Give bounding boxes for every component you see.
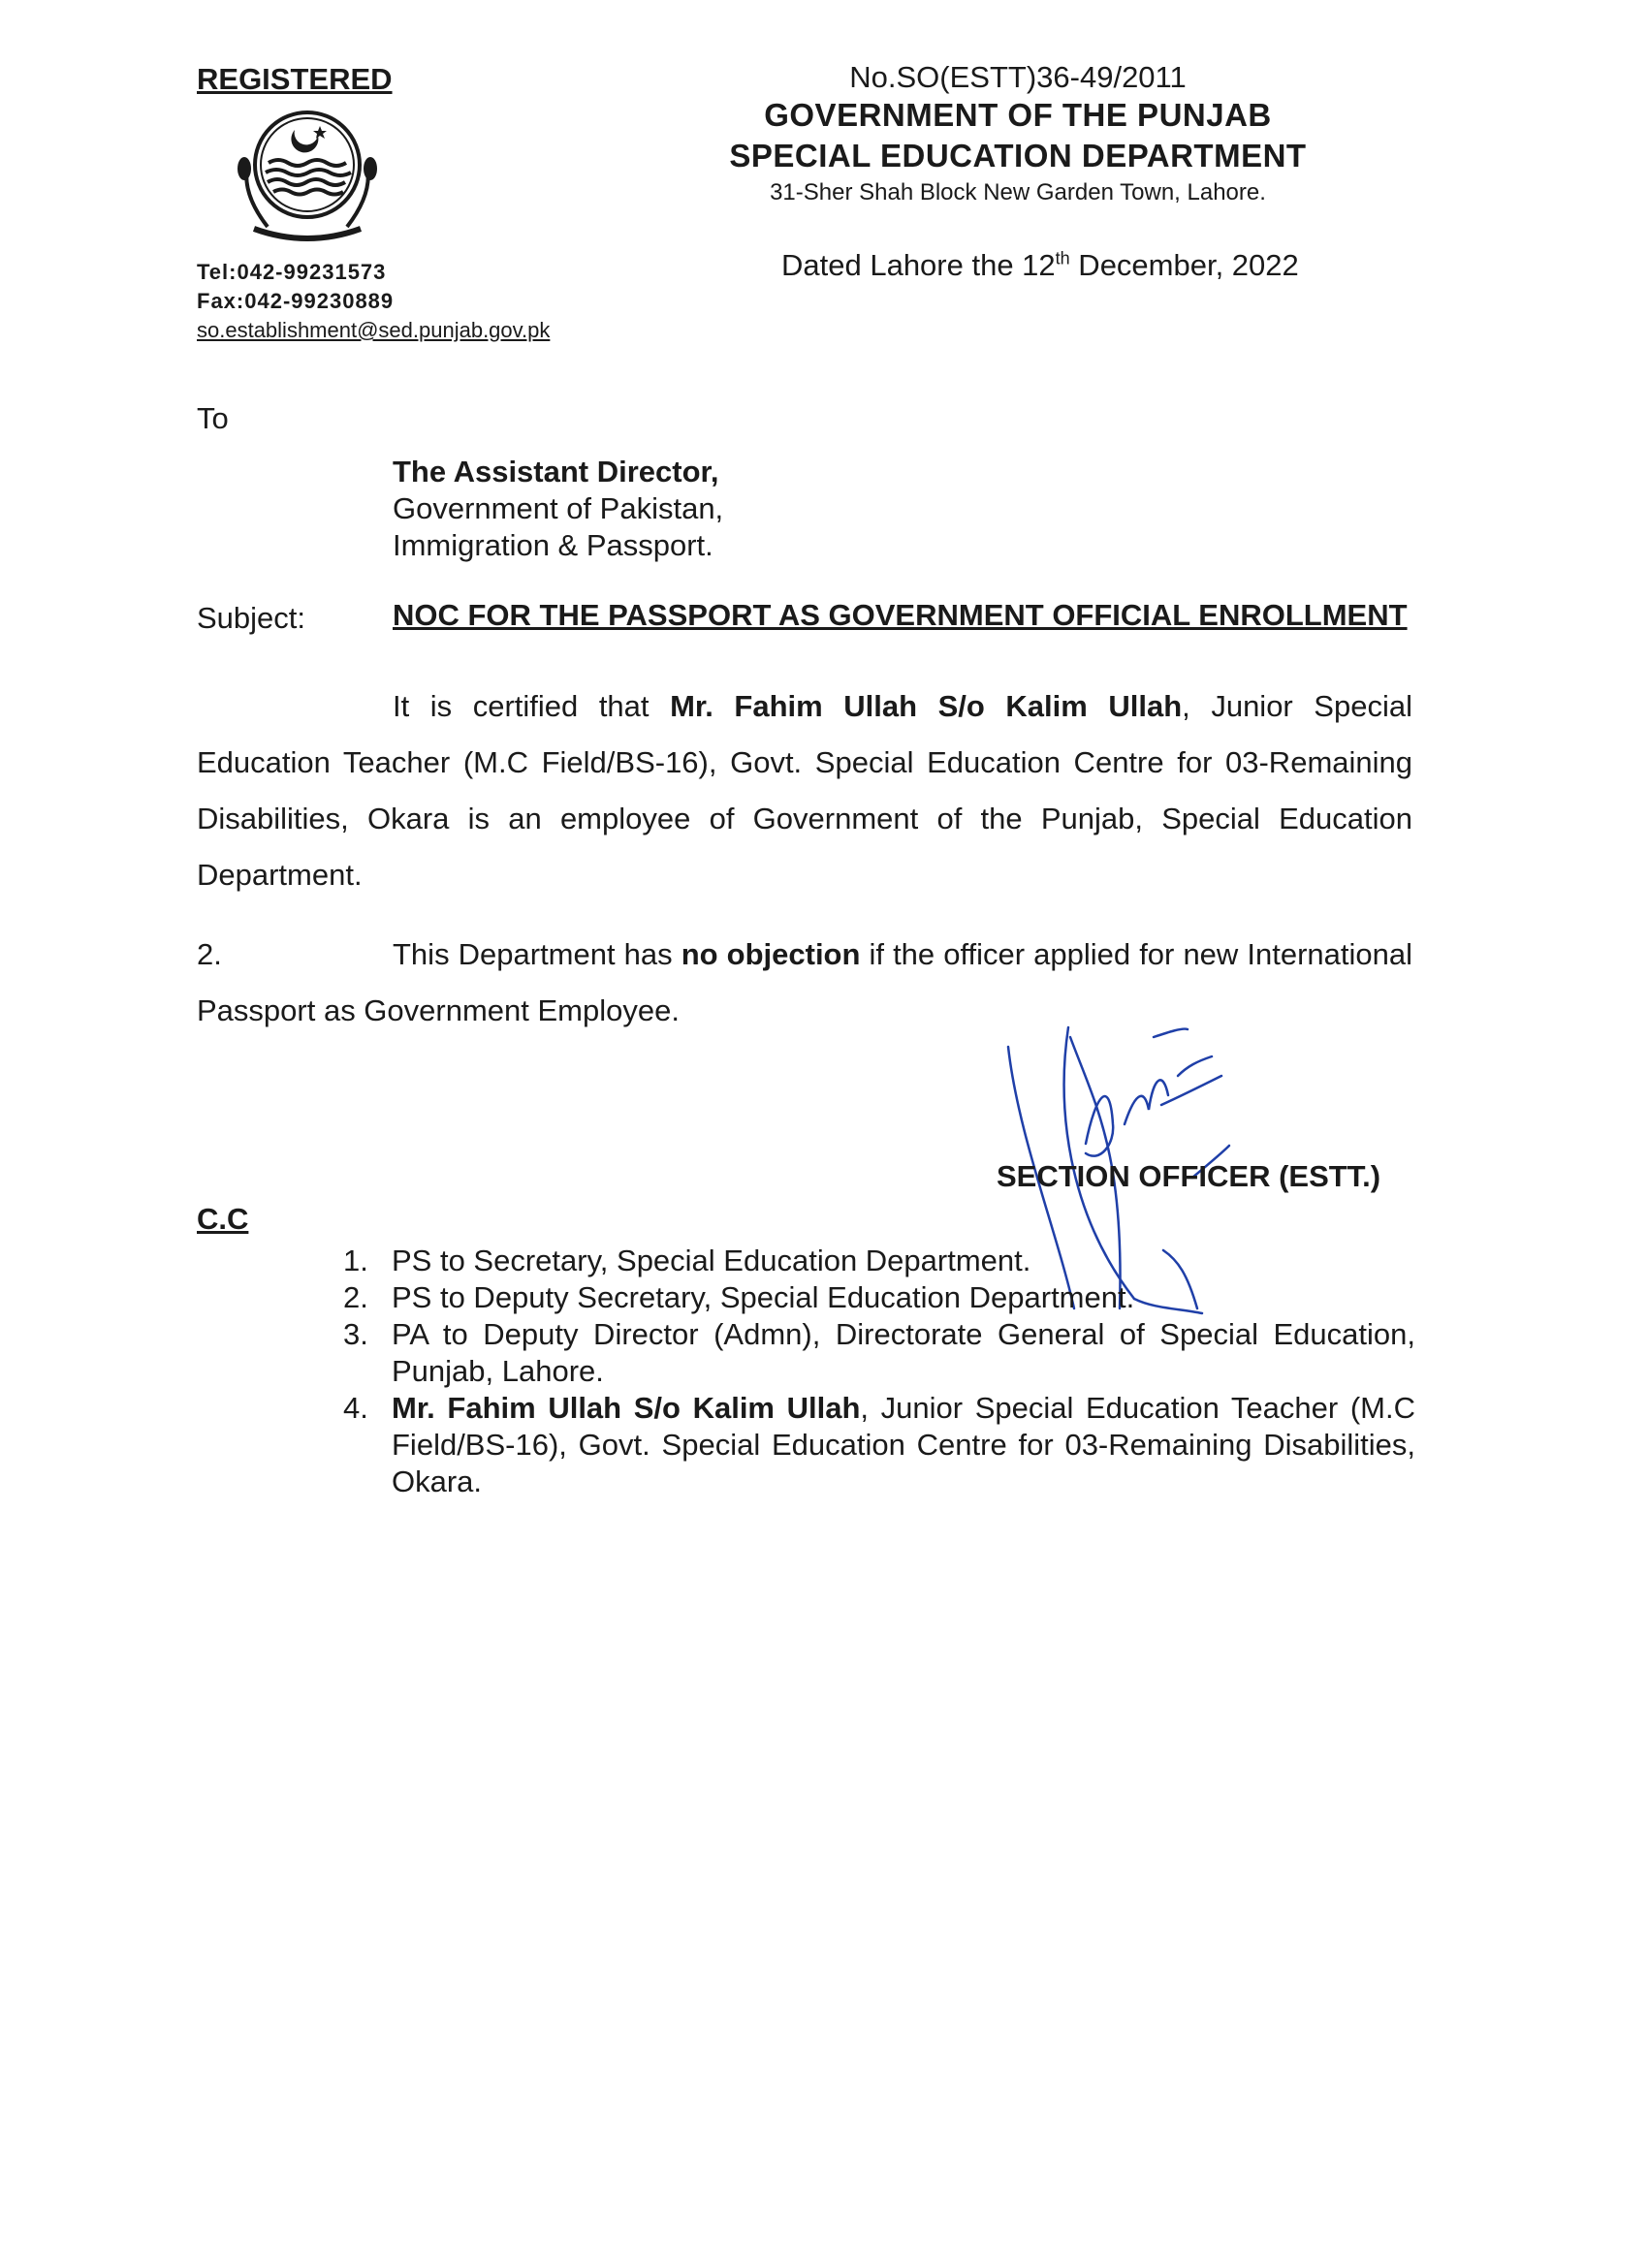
paragraph-number: 2. (197, 937, 222, 971)
addressee-line: Government of Pakistan, (393, 491, 724, 525)
list-item: 1. PS to Secretary, Special Education Department. (343, 1244, 1031, 1277)
employee-name: Mr. Fahim Ullah S/o Kalim Ullah (670, 689, 1183, 723)
addressee-title: The Assistant Director, (393, 455, 719, 488)
signatory-designation: SECTION OFFICER (ESTT.) (997, 1159, 1381, 1193)
punjab-emblem-logo (215, 105, 399, 248)
letterhead (679, 60, 1357, 209)
department-name: SPECIAL EDUCATION DEPARTMENT (729, 138, 1307, 173)
subject-label: Subject: (197, 601, 306, 635)
subject-text: NOC FOR THE PASSPORT AS GOVERNMENT OFFICIAL ENROLLMENT (393, 598, 1408, 632)
telephone: Tel:042-99231573 (197, 260, 387, 284)
cc-list (330, 1243, 1415, 1500)
fax: Fax:042-99230889 (197, 289, 395, 313)
list-item: 4. Mr. Fahim Ullah S/o Kalim Ullah, Junior Special Education Teacher (M.C Field/BS-16), Govt. Special Education Centre for 03-Remaining Disabilities, Okara. (343, 1391, 1415, 1498)
list-item: 3. PA to Deputy Director (Admn), Directorate General of Special Education, Punjab, Lahore. (343, 1317, 1415, 1388)
paragraph-2: 2. This Department has no objection if the officer applied for new International Passport as Government Employee. (197, 927, 1412, 1039)
list-item: 2. PS to Deputy Secretary, Special Education Department. (343, 1280, 1135, 1314)
no-objection-text: no objection (681, 937, 861, 971)
reference-number: No.SO(ESTT)36-49/2011 (849, 60, 1187, 94)
addressee-block (393, 454, 723, 564)
email-link[interactable]: so.establishment@sed.punjab.gov.pk (197, 318, 551, 342)
contact-block (197, 258, 550, 345)
department-address: 31-Sher Shah Block New Garden Town, Lahore. (770, 179, 1266, 205)
to-label: To (197, 401, 229, 435)
cc-label: C.C (197, 1202, 249, 1236)
paragraph-1: It is certified that Mr. Fahim Ullah S/o Kalim Ullah, Junior Special Education Teacher (M.C Field/BS-16), Govt. Special Education Centre for 03-Remaining Disabilities, Okara is an employee of Government of the Punjab, Special Education Department. (197, 689, 1412, 892)
addressee-line: Immigration & Passport. (393, 528, 713, 562)
letter-date: Dated Lahore the 12th December, 2022 (781, 248, 1299, 282)
registered-label: REGISTERED (197, 62, 393, 96)
government-name: GOVERNMENT OF THE PUNJAB (764, 97, 1272, 133)
